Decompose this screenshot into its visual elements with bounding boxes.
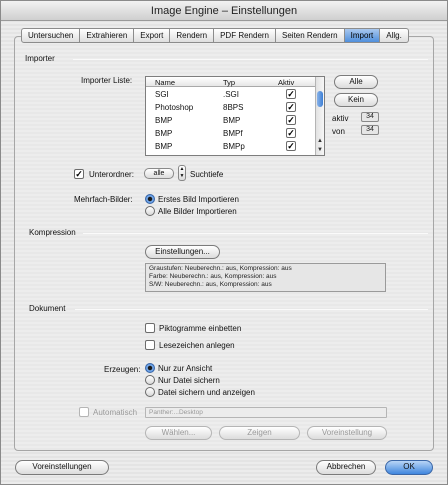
subfolders-checkbox[interactable]: ✓: [75, 169, 83, 179]
row-active-checkbox[interactable]: ✓: [287, 128, 295, 138]
embed-thumbnails-checkbox[interactable]: [145, 323, 155, 333]
depth-stepper[interactable]: ▲ ▼: [179, 166, 185, 179]
tab-extrahieren[interactable]: Extrahieren: [80, 28, 134, 43]
row-name: Photoshop: [155, 103, 194, 112]
radio-first-image[interactable]: [145, 194, 155, 204]
radio-save-and-show-label: Datei sichern und anzeigen: [158, 388, 255, 397]
row-active-checkbox[interactable]: ✓: [287, 141, 295, 151]
row-active-checkbox[interactable]: ✓: [287, 115, 295, 125]
tab-import[interactable]: Import: [345, 28, 381, 43]
ok-button[interactable]: OK: [385, 460, 433, 475]
importer-list-header: [146, 77, 316, 87]
tab-allgemein[interactable]: Allg.: [380, 28, 409, 43]
search-depth-field[interactable]: alle: [144, 168, 174, 179]
create-label: Erzeugen:: [104, 365, 141, 374]
title-bar[interactable]: [1, 1, 447, 21]
embed-thumbnails-label: Piktogramme einbetten: [159, 324, 242, 333]
row-name: BMP: [155, 142, 173, 151]
window-title: Image Engine – Einstellungen: [150, 5, 298, 17]
radio-save-only[interactable]: [145, 375, 155, 385]
radio-view-only-label: Nur zur Ansicht: [158, 364, 213, 373]
compression-info-line: S/W: Neuberechn.: aus, Kompression: aus: [149, 281, 272, 288]
scroll-thumb[interactable]: [317, 91, 323, 107]
compression-separator: [83, 233, 428, 234]
list-item[interactable]: [146, 102, 316, 113]
radio-all-images[interactable]: [145, 206, 155, 216]
list-item[interactable]: [146, 128, 316, 139]
radio-view-only[interactable]: [145, 363, 155, 373]
importer-list[interactable]: [145, 76, 325, 156]
importer-section-title: Importer: [25, 54, 55, 63]
compression-info-box: [145, 263, 386, 292]
row-active-checkbox[interactable]: ✓: [287, 102, 295, 112]
total-label: von: [332, 127, 345, 136]
create-bookmarks-checkbox[interactable]: [145, 340, 155, 350]
row-type: .SGI: [223, 90, 240, 99]
tab-bar: [21, 28, 409, 44]
show-button[interactable]: Zeigen: [219, 426, 300, 440]
tab-untersuchen[interactable]: Untersuchen: [21, 28, 80, 43]
automatic-label: Automatisch: [93, 408, 138, 417]
search-depth-label: Suchtiefe: [190, 170, 224, 179]
radio-save-only-label: Nur Datei sichern: [158, 376, 220, 385]
row-name: BMP: [155, 116, 173, 125]
compression-settings-button[interactable]: Einstellungen...: [145, 245, 220, 259]
compression-section-title: Kompression: [29, 228, 76, 237]
row-active-checkbox[interactable]: ✓: [287, 89, 295, 99]
list-item[interactable]: [146, 141, 316, 152]
scroll-down-arrow-icon[interactable]: ▼: [317, 147, 323, 153]
document-section-title: Dokument: [29, 304, 66, 313]
total-count: 34: [361, 125, 379, 135]
multi-image-label: Mehrfach-Bilder:: [74, 195, 133, 204]
column-active[interactable]: Aktiv: [278, 78, 295, 87]
list-item[interactable]: [146, 89, 316, 100]
row-type: BMP: [223, 116, 241, 125]
radio-save-and-show[interactable]: [145, 387, 155, 397]
tab-pdf-rendern[interactable]: PDF Rendern: [214, 28, 276, 43]
compression-info-line: Farbe: Neuberechn.: aus, Kompression: aus: [149, 273, 277, 280]
default-setting-button[interactable]: Voreinstellung: [307, 426, 387, 440]
active-label: aktiv: [332, 114, 349, 123]
create-bookmarks-label: Lesezeichen anlegen: [159, 341, 235, 350]
compression-info-line: Graustufen: Neuberechn.: aus, Kompression: aus: [149, 265, 292, 272]
subfolders-label: Unterordner:: [89, 170, 134, 179]
select-all-button[interactable]: Alle: [334, 75, 378, 89]
row-name: SGI: [155, 90, 169, 99]
active-count: 34: [361, 112, 379, 122]
tab-export[interactable]: Export: [134, 28, 170, 43]
list-item[interactable]: [146, 115, 316, 126]
radio-all-images-label: Alle Bilder Importieren: [158, 207, 237, 216]
importer-separator: [73, 59, 428, 60]
column-name[interactable]: Name: [155, 78, 176, 87]
defaults-button[interactable]: Voreinstellungen: [15, 460, 109, 475]
automatic-path-field[interactable]: Panther:...Desktop: [145, 407, 387, 418]
scroll-up-arrow-icon[interactable]: ▲: [317, 138, 323, 144]
row-type: BMPp: [223, 142, 245, 151]
column-type[interactable]: Typ: [223, 78, 236, 87]
tab-seiten-rendern[interactable]: Seiten Rendern: [276, 28, 345, 43]
list-scrollbar[interactable]: [315, 77, 324, 155]
document-separator: [75, 309, 428, 310]
row-type: 8BPS: [223, 103, 244, 112]
row-name: BMP: [155, 129, 173, 138]
importer-list-label: Importer Liste:: [81, 76, 133, 85]
row-type: BMPf: [223, 129, 243, 138]
select-none-button[interactable]: Kein: [334, 93, 378, 107]
tab-rendern[interactable]: Rendern: [170, 28, 214, 43]
radio-first-image-label: Erstes Bild Importieren: [158, 195, 239, 204]
cancel-button[interactable]: Abbrechen: [316, 460, 376, 475]
choose-button[interactable]: Wählen...: [145, 426, 212, 440]
automatic-checkbox[interactable]: [79, 407, 89, 417]
